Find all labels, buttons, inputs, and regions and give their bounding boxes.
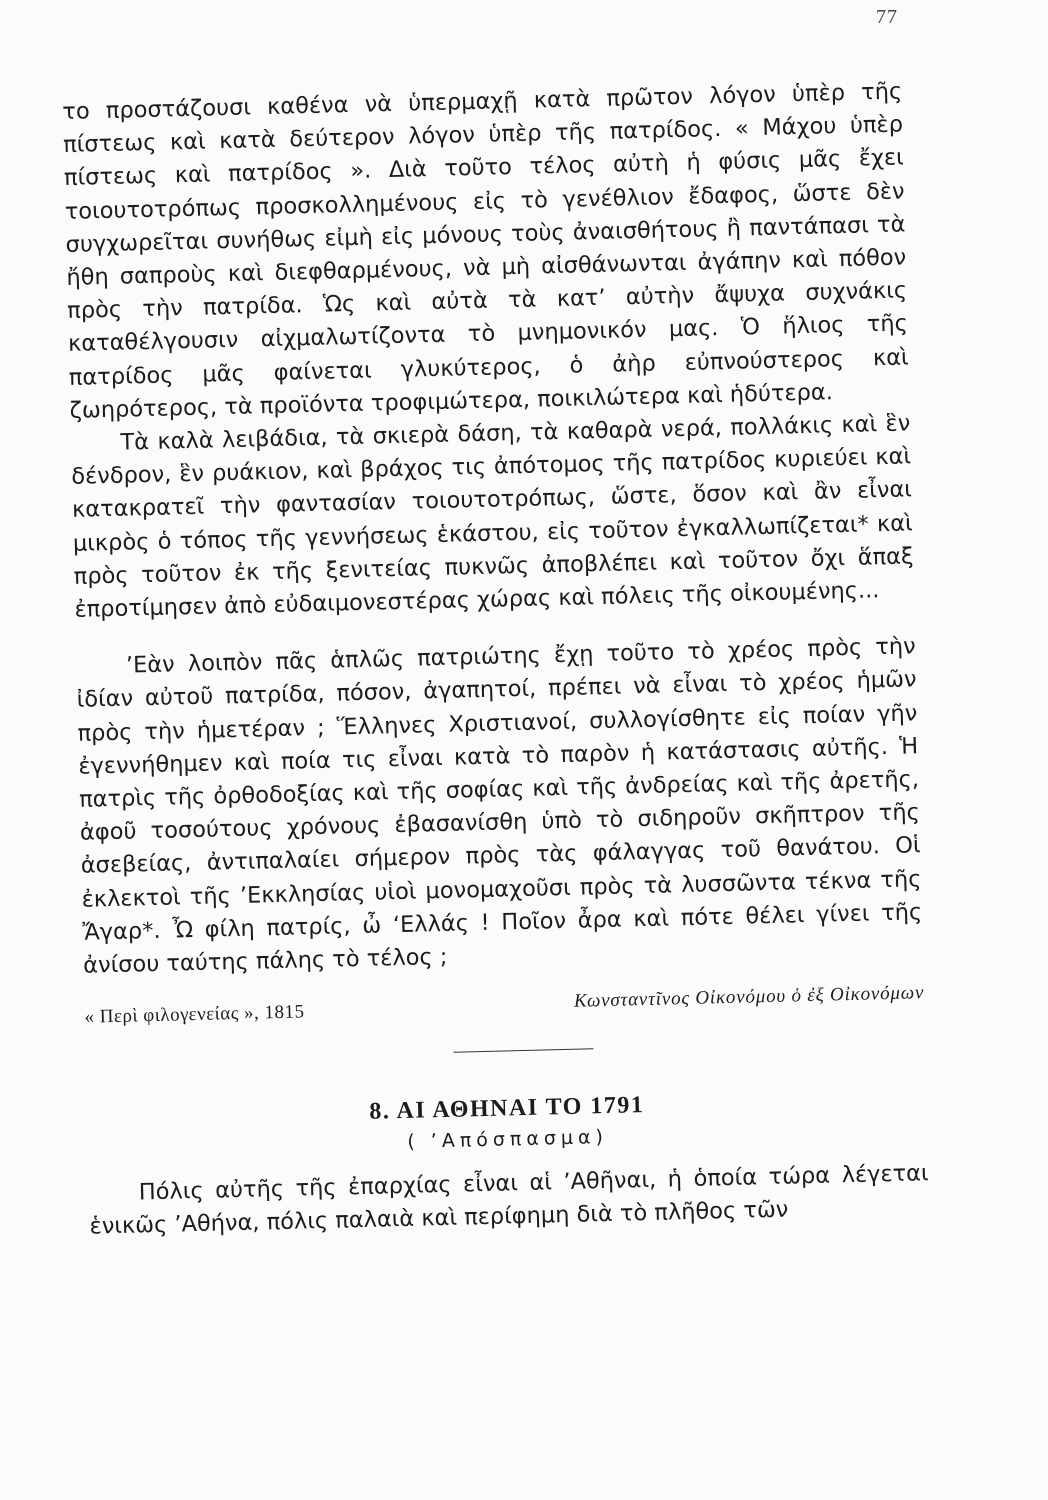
paragraph: ’Εὰν λοιπὸν πᾶς ἁπλῶς πατριώτης ἔχῃ τοῦτο τὸ χρέος πρὸς τὴν ἰδίαν αὐτοῦ πατρίδα, πόσον, ἀγαπητοί, πρέπει νὰ εἶναι τὸ χρέος ἡμῶν πρὸς τὴν ἡμετέραν ; Ἕλληνες Χριστιανοί, συλλογίσθητε εἰς ποίαν γῆν ἐγεννήθημεν καὶ ποία τις εἶναι κατὰ τὸ παρὸν ἡ κατάστασις αὐτῆς. Ἡ πατρὶς τῆς ὀρθοδοξίας καὶ τῆς σοφίας καὶ τῆς ἀνδρείας καὶ τῆς ἀρετῆς, ἀφοῦ τοσούτους χρόνους ἐβασανίσθη ὑπὸ τὸ σιδηροῦν σκῆπτρον τῆς ἀσεβείας, ἀντιπαλαίει σήμερον πρὸς τὰς φάλαγγας τοῦ θανάτου. Οἱ ἐκλεκτοὶ τῆς ’Εκκλησίας υἱοὶ μονομαχοῦσι πρὸς τὰ λυσσῶντα τέκνα τῆς Ἄγαρ*. Ὦ φίλη πατρίς, ὦ ‘Ελλάς ! Ποῖον ἆρα καὶ πότε θέλει γίνει τῆς ἀνίσου ταύτης πάλης τὸ τέλος ;: [76, 633, 923, 979]
page-number: 77: [876, 6, 898, 28]
source-citation: « Περὶ φιλογενείας », 1815: [84, 1001, 305, 1029]
paragraph: Πόλις αὐτῆς τῆς ἐπαρχίας εἶναι αἱ ’Αθῆναι, ἡ ὁποία τώρα λέγεται ἑνικῶς ’Αθήνα, πόλις παλαιὰ καὶ περίφημη διὰ τὸ πλῆθος τῶν: [89, 1160, 929, 1241]
citation-row: [84, 976, 924, 1027]
paragraph: Τὰ καλὰ λειβάδια, τὰ σκιερὰ δάση, τὰ καθαρὰ νερά, πολλάκις καὶ ἓν δένδρον, ἓν ρυάκιον, καὶ βράχος τις ἀπότομος τῆς πατρίδος κυριεύει καὶ κατακρατεῖ τὴν φαντασίαν τοιουτοτρόπως, ὥστε, ὅσον καὶ ἂν εἶναι μικρὸς ὁ τόπος τῆς γεννήσεως ἑκάστου, εἰς τοῦτον ἐγκαλλωπίζεται* καὶ πρὸς τοῦτον ἐκ τῆς ξενιτείας πυκνῶς ἀποβλέπει καὶ τοῦτον ὄχι ἅπαξ ἐπροτίμησεν ἀπὸ εὐδαιμονεστέρας χώρας καὶ πόλεις τῆς οἰκουμένης...: [70, 410, 914, 623]
author-signature: Κωνσταντῖνος Οἰκονόμου ὁ ἐξ Οἰκονόμων: [573, 982, 925, 1013]
section-heading: 8. ΑΙ ΑΘΗΝΑΙ ΤΟ 1791: [369, 1092, 645, 1126]
section-divider: [453, 1049, 593, 1053]
main-text-block: [62, 75, 930, 1244]
paragraph: το προστάζουσι καθένα νὰ ὑπερμαχῇ κατὰ πρῶτον λόγον ὑπὲρ τῆς πίστεως καὶ κατὰ δεύτερον λόγον ὑπὲρ τῆς πατρίδος. « Μάχου ὑπὲρ πίστεως καὶ πατρίδος ». Διὰ τοῦτο τέλος αὐτὴ ἡ φύσις μᾶς ἔχει τοιουτοτρόπως προσκολλημένους εἰς τὸ γενέθλιον ἔδαφος, ὥστε δὲν συγχωρεῖται συνήθως εἰμὴ εἰς μόνους τοὺς ἀναισθήτους ἢ παντάπασι τὰ ἤθη σαπροὺς καὶ διεφθαρμένους, νὰ μὴ αἰσθάνωνται ἀγάπην καὶ πόθον πρὸς τὴν πατρίδα. Ὡς καὶ αὐτὰ τὰ κατ’ αὐτὴν ἄψυχα συχνάκις καταθέλγουσιν αἰχμαλωτίζοντα τὸ μνημονικόν μας. Ὁ ἥλιος τῆς πατρίδος μᾶς φαίνεται γλυκύτερος, ὁ ἀὴρ εὐπνούστερος καὶ ζωηρότερος, τὰ προϊόντα τροφιμώτερα, ποικιλώτερα καὶ ἡδύτερα.: [62, 78, 909, 424]
section-subheading: ( ’Απόσπασμα): [407, 1126, 609, 1154]
